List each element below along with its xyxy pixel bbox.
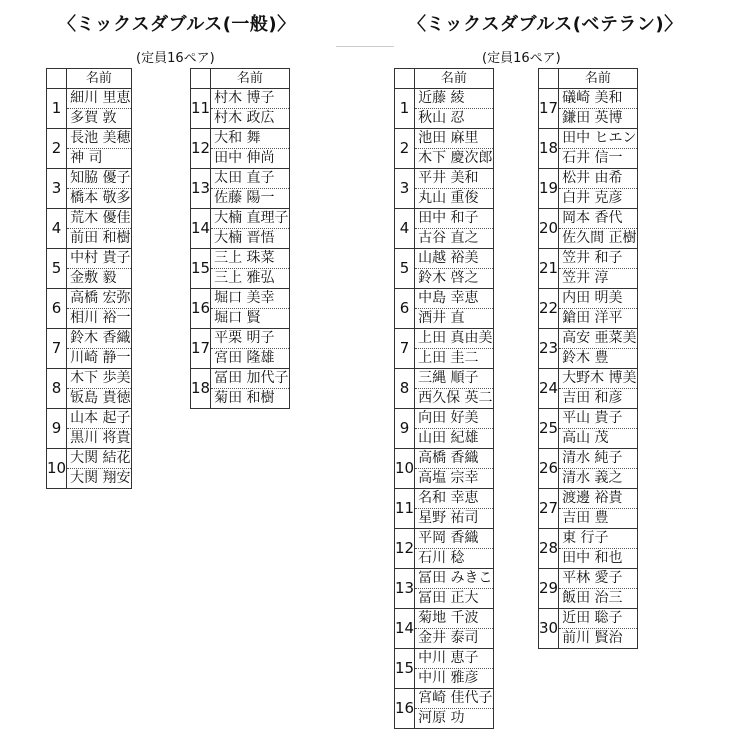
- general-group-1: [46, 68, 132, 489]
- pair-table: [394, 68, 494, 729]
- pair-names: [415, 609, 493, 649]
- pair-row: [47, 249, 132, 289]
- pair-names: [415, 489, 493, 529]
- pair-number: 27: [539, 489, 559, 529]
- pair-number: 19: [539, 169, 559, 209]
- pair-row: [191, 329, 290, 369]
- pair-row: [47, 409, 132, 449]
- pair-names: [415, 289, 493, 329]
- pair-member-2: 菊田 和樹: [214, 390, 275, 406]
- pair-member-2: 佐久間 正樹: [562, 230, 637, 246]
- pair-names: [415, 689, 493, 729]
- pair-member-1: 宮崎 佳代子: [415, 689, 492, 709]
- pair-number: 1: [47, 89, 67, 129]
- pair-number: 23: [539, 329, 559, 369]
- pair-row: [191, 289, 290, 329]
- pair-row: [395, 409, 494, 449]
- pair-row: [539, 249, 638, 289]
- pair-member-1: 冨田 みきこ: [415, 569, 492, 589]
- pair-member-2: 木下 慶次郎: [418, 150, 493, 166]
- pair-row: [395, 129, 494, 169]
- pair-member-2: 冨田 正大: [418, 590, 479, 606]
- header-row: [47, 69, 132, 89]
- header-row: [395, 69, 494, 89]
- pair-member-1: 知脇 優子: [67, 169, 130, 189]
- pair-member-2: 佐藤 陽一: [214, 190, 275, 206]
- pair-member-2: 笠井 淳: [562, 270, 609, 286]
- pair-member-1: 山本 起子: [67, 409, 130, 429]
- pair-names: [67, 289, 131, 329]
- pair-member-1: 高橋 香織: [415, 449, 492, 469]
- pair-number: 9: [47, 409, 67, 449]
- pair-row: [539, 449, 638, 489]
- pair-member-1: 荒木 優佳: [67, 209, 130, 229]
- pair-names: [415, 369, 493, 409]
- pair-row: [539, 209, 638, 249]
- pair-member-1: 平山 貴子: [559, 409, 636, 429]
- pair-row: [395, 329, 494, 369]
- name-header: 名前: [559, 69, 637, 89]
- pair-member-2: 黒川 将貴: [70, 430, 131, 446]
- pair-member-2: 河原 功: [418, 710, 465, 726]
- pair-names: [211, 129, 289, 169]
- pair-member-1: 平岡 香織: [415, 529, 492, 549]
- pair-member-1: 冨田 加代子: [211, 369, 288, 389]
- number-header: [395, 69, 415, 89]
- pair-names: [559, 489, 637, 529]
- pair-names: [559, 369, 637, 409]
- pair-member-1: 細川 里恵: [67, 89, 130, 109]
- pair-number: 1: [395, 89, 415, 129]
- pair-member-2: 金井 泰司: [418, 630, 479, 646]
- pair-member-1: 内田 明美: [559, 289, 636, 309]
- pair-names: [559, 169, 637, 209]
- pair-member-1: 大楠 直理子: [211, 209, 288, 229]
- pair-number: 28: [539, 529, 559, 569]
- pair-names: [67, 409, 131, 449]
- veteran-group-2: [538, 68, 638, 649]
- pair-names: [211, 169, 289, 209]
- pair-names: [415, 89, 493, 129]
- pair-names: [67, 169, 131, 209]
- pair-number: 12: [191, 129, 211, 169]
- number-header: [539, 69, 559, 89]
- pair-row: [539, 289, 638, 329]
- pair-row: [191, 249, 290, 289]
- pair-member-1: 中村 貴子: [67, 249, 130, 269]
- pair-row: [395, 89, 494, 129]
- pair-member-2: 金敷 毅: [70, 270, 117, 286]
- pair-row: [539, 369, 638, 409]
- pair-names: [559, 89, 637, 129]
- pair-member-2: 三上 雅弘: [214, 270, 275, 286]
- pair-row: [539, 569, 638, 609]
- pair-table: [190, 68, 290, 409]
- pair-number: 6: [47, 289, 67, 329]
- pair-member-1: 松井 由希: [559, 169, 636, 189]
- pair-number: 11: [395, 489, 415, 529]
- header-row: [539, 69, 638, 89]
- pair-member-1: 岡本 香代: [559, 209, 636, 229]
- pair-names: [67, 449, 131, 489]
- pair-number: 20: [539, 209, 559, 249]
- pair-row: [395, 449, 494, 489]
- pair-member-1: 池田 麻里: [415, 129, 492, 149]
- pair-member-2: 橋本 敬多: [70, 190, 131, 206]
- pair-number: 22: [539, 289, 559, 329]
- veteran-group-1: [394, 68, 494, 729]
- pair-names: [67, 209, 131, 249]
- pair-row: [395, 289, 494, 329]
- pair-member-1: 太田 直子: [211, 169, 288, 189]
- pair-row: [191, 369, 290, 409]
- pair-row: [191, 209, 290, 249]
- pair-number: 9: [395, 409, 415, 449]
- pair-row: [539, 609, 638, 649]
- pair-row: [47, 129, 132, 169]
- pair-number: 10: [47, 449, 67, 489]
- pair-number: 11: [191, 89, 211, 129]
- pair-names: [559, 449, 637, 489]
- pair-names: [415, 329, 493, 369]
- pair-names: [559, 329, 637, 369]
- pair-member-2: 堀口 賢: [214, 310, 261, 326]
- pair-number: 7: [395, 329, 415, 369]
- pair-number: 2: [47, 129, 67, 169]
- pair-member-2: 古谷 直之: [418, 230, 479, 246]
- pair-row: [395, 369, 494, 409]
- pair-member-2: 山田 紀雄: [418, 430, 479, 446]
- pair-row: [47, 169, 132, 209]
- pair-number: 14: [191, 209, 211, 249]
- pair-number: 16: [395, 689, 415, 729]
- pair-row: [47, 329, 132, 369]
- pair-member-1: 中川 恵子: [415, 649, 492, 669]
- pair-names: [559, 129, 637, 169]
- pair-member-2: 神 司: [70, 150, 103, 166]
- pair-number: 6: [395, 289, 415, 329]
- pair-names: [559, 409, 637, 449]
- pair-number: 14: [395, 609, 415, 649]
- pair-member-2: 白井 克彦: [562, 190, 623, 206]
- number-header: [47, 69, 67, 89]
- pair-names: [415, 449, 493, 489]
- pair-row: [539, 169, 638, 209]
- pair-row: [395, 649, 494, 689]
- pair-number: 18: [191, 369, 211, 409]
- pair-table: [538, 68, 638, 649]
- pair-names: [415, 649, 493, 689]
- pair-number: 4: [395, 209, 415, 249]
- number-header: [191, 69, 211, 89]
- pair-row: [191, 129, 290, 169]
- pair-member-1: 渡邊 裕貴: [559, 489, 636, 509]
- pair-member-2: 宮田 隆雄: [214, 350, 275, 366]
- pair-member-2: 西久保 英二: [418, 390, 493, 406]
- pair-number: 21: [539, 249, 559, 289]
- general-title: 〈ミックスダブルス(一般)〉: [58, 14, 296, 35]
- pair-names: [67, 89, 131, 129]
- pair-names: [559, 209, 637, 249]
- pair-number: 30: [539, 609, 559, 649]
- pair-row: [539, 529, 638, 569]
- pair-number: 8: [47, 369, 67, 409]
- pair-row: [395, 529, 494, 569]
- pair-member-2: 田中 和也: [562, 550, 623, 566]
- pair-number: 15: [191, 249, 211, 289]
- pair-row: [395, 489, 494, 529]
- pair-member-2: 吉田 豊: [562, 510, 609, 526]
- pair-member-2: 秋山 忍: [418, 110, 465, 126]
- pair-table: [46, 68, 132, 489]
- pair-number: 17: [191, 329, 211, 369]
- name-header: 名前: [415, 69, 493, 89]
- pair-row: [395, 249, 494, 289]
- pair-number: 25: [539, 409, 559, 449]
- pair-member-2: 清水 義之: [562, 470, 623, 486]
- pair-member-2: 酒井 直: [418, 310, 465, 326]
- pair-member-2: 前田 和樹: [70, 230, 131, 246]
- pair-row: [395, 569, 494, 609]
- pair-member-2: 飯田 治三: [562, 590, 623, 606]
- pair-member-1: 菊地 千波: [415, 609, 492, 629]
- pair-number: 4: [47, 209, 67, 249]
- pair-number: 17: [539, 89, 559, 129]
- pair-number: 3: [47, 169, 67, 209]
- pair-number: 3: [395, 169, 415, 209]
- pair-member-1: 平林 愛子: [559, 569, 636, 589]
- pair-row: [539, 329, 638, 369]
- pair-member-1: 平栗 明子: [211, 329, 288, 349]
- pair-number: 5: [395, 249, 415, 289]
- pair-names: [415, 529, 493, 569]
- pair-row: [47, 289, 132, 329]
- pair-member-1: 礒崎 美和: [559, 89, 636, 109]
- pair-number: 15: [395, 649, 415, 689]
- pair-member-2: 多賀 敦: [70, 110, 117, 126]
- pair-member-2: 上田 圭二: [418, 350, 479, 366]
- pair-row: [191, 169, 290, 209]
- pair-names: [415, 209, 493, 249]
- pair-row: [47, 89, 132, 129]
- pair-member-1: 平井 美和: [415, 169, 492, 189]
- pair-row: [395, 169, 494, 209]
- pair-member-1: 木下 歩美: [67, 369, 130, 389]
- pair-number: 13: [395, 569, 415, 609]
- pair-names: [559, 529, 637, 569]
- pair-names: [67, 329, 131, 369]
- pair-row: [395, 209, 494, 249]
- pair-member-1: 村木 博子: [211, 89, 288, 109]
- pair-member-1: 長池 美穂: [67, 129, 130, 149]
- pair-number: 5: [47, 249, 67, 289]
- veteran-title: 〈ミックスダブルス(ベテラン)〉: [408, 14, 683, 35]
- pair-names: [559, 569, 637, 609]
- pair-member-1: 鈴木 香織: [67, 329, 130, 349]
- pair-member-1: 大和 舞: [211, 129, 288, 149]
- pair-member-2: 田中 伸尚: [214, 150, 275, 166]
- pair-number: 26: [539, 449, 559, 489]
- pair-number: 10: [395, 449, 415, 489]
- pair-number: 16: [191, 289, 211, 329]
- pair-member-1: 清水 純子: [559, 449, 636, 469]
- pair-number: 7: [47, 329, 67, 369]
- pair-member-1: 大野木 博美: [559, 369, 636, 389]
- pair-names: [559, 289, 637, 329]
- pair-number: 13: [191, 169, 211, 209]
- pair-names: [211, 209, 289, 249]
- pair-row: [539, 409, 638, 449]
- pair-member-1: 田中 和子: [415, 209, 492, 229]
- pair-names: [211, 89, 289, 129]
- pair-names: [415, 569, 493, 609]
- pair-row: [395, 609, 494, 649]
- pair-member-2: 石井 信一: [562, 150, 623, 166]
- pair-names: [211, 289, 289, 329]
- name-header: 名前: [211, 69, 289, 89]
- pair-member-2: 吉田 和彦: [562, 390, 623, 406]
- pair-names: [415, 249, 493, 289]
- pair-member-2: 钣島 貴徳: [70, 390, 131, 406]
- pair-member-2: 相川 裕一: [70, 310, 131, 326]
- general-group-2: [190, 68, 290, 409]
- pair-member-2: 前川 賢治: [562, 630, 623, 646]
- pair-names: [559, 249, 637, 289]
- pair-row: [539, 489, 638, 529]
- pair-number: 8: [395, 369, 415, 409]
- pair-member-1: 近藤 綾: [415, 89, 492, 109]
- pair-member-2: 鈴木 啓之: [418, 270, 479, 286]
- pair-member-2: 川崎 静一: [70, 350, 131, 366]
- pair-member-1: 向田 好美: [415, 409, 492, 429]
- pair-member-1: 東 行子: [559, 529, 636, 549]
- pair-member-2: 大楠 晋悟: [214, 230, 275, 246]
- pair-member-1: 三上 珠菜: [211, 249, 288, 269]
- pair-member-1: 高安 亜菜美: [559, 329, 636, 349]
- pair-number: 29: [539, 569, 559, 609]
- pair-number: 12: [395, 529, 415, 569]
- pair-member-2: 高塩 宗幸: [418, 470, 479, 486]
- pair-names: [67, 369, 131, 409]
- pair-member-1: 上田 真由美: [415, 329, 492, 349]
- pair-row: [539, 129, 638, 169]
- pair-member-1: 大関 結花: [67, 449, 130, 469]
- pair-member-1: 名和 幸恵: [415, 489, 492, 509]
- pair-names: [415, 169, 493, 209]
- pair-row: [191, 89, 290, 129]
- pair-member-2: 中川 雅彦: [418, 670, 479, 686]
- pair-names: [211, 329, 289, 369]
- veteran-capacity: (定員16ペア): [482, 51, 561, 66]
- pair-member-2: 鎗田 洋平: [562, 310, 623, 326]
- pair-member-2: 村木 政広: [214, 110, 275, 126]
- pair-member-1: 近田 聡子: [559, 609, 636, 629]
- pair-row: [47, 449, 132, 489]
- pair-row: [47, 209, 132, 249]
- pair-names: [211, 249, 289, 289]
- pair-number: 24: [539, 369, 559, 409]
- pair-names: [415, 129, 493, 169]
- pair-names: [67, 129, 131, 169]
- pair-member-2: 高山 茂: [562, 430, 609, 446]
- pair-names: [559, 609, 637, 649]
- divider: [336, 46, 394, 47]
- pair-row: [395, 689, 494, 729]
- pair-member-2: 石川 稔: [418, 550, 465, 566]
- pair-names: [67, 249, 131, 289]
- pair-member-1: 笠井 和子: [559, 249, 636, 269]
- pair-member-2: 鎌田 英博: [562, 110, 623, 126]
- pair-names: [415, 409, 493, 449]
- pair-member-1: 三縄 順子: [415, 369, 492, 389]
- pair-row: [47, 369, 132, 409]
- pair-member-2: 星野 祐司: [418, 510, 479, 526]
- pair-member-1: 中島 幸恵: [415, 289, 492, 309]
- name-header: 名前: [67, 69, 131, 89]
- pair-member-1: 堀口 美幸: [211, 289, 288, 309]
- pair-number: 18: [539, 129, 559, 169]
- pair-member-2: 鈴木 豊: [562, 350, 609, 366]
- header-row: [191, 69, 290, 89]
- pair-member-1: 高橋 宏弥: [67, 289, 130, 309]
- pair-row: [539, 89, 638, 129]
- pair-member-2: 大関 翔安: [70, 470, 131, 486]
- pair-member-2: 丸山 重俊: [418, 190, 479, 206]
- general-capacity: (定員16ペア): [136, 51, 215, 66]
- pair-member-1: 田中 ヒエン: [559, 129, 636, 149]
- pair-member-1: 山越 裕美: [415, 249, 492, 269]
- pair-number: 2: [395, 129, 415, 169]
- pair-names: [211, 369, 289, 409]
